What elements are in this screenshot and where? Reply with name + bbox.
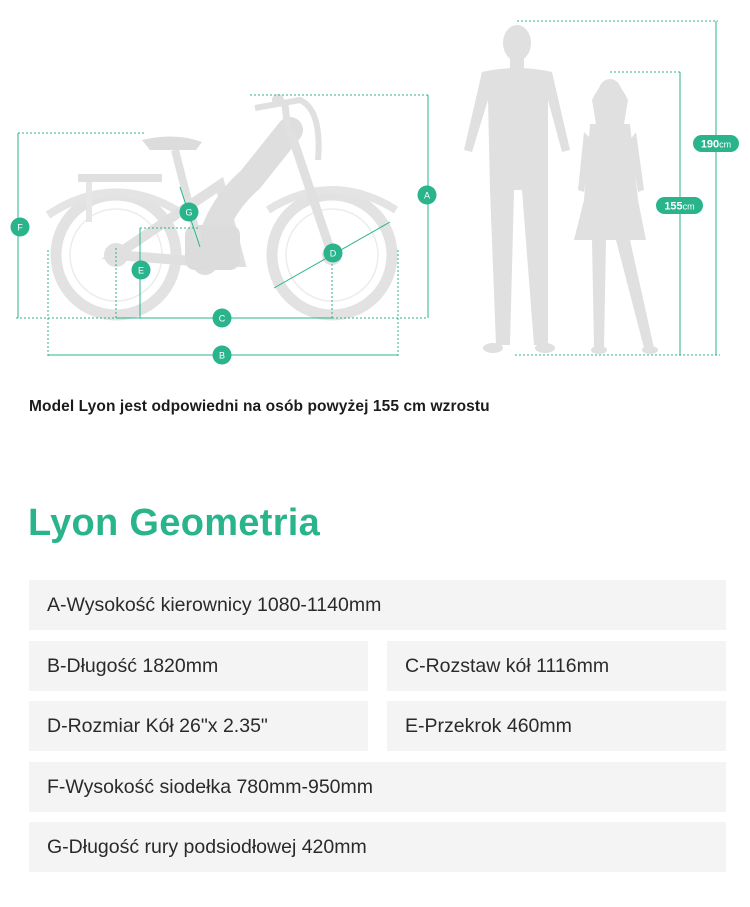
svg-text:B: B — [218, 350, 226, 361]
bike-geometry-figure — [0, 0, 750, 380]
man-silhouette — [464, 25, 570, 353]
marker-a — [418, 186, 437, 205]
svg-text:190cm: 190cm — [700, 138, 732, 151]
svg-text:A: A — [423, 190, 431, 201]
marker-g — [180, 203, 199, 222]
spec-saddle-height: F-Wysokość siodełka 780mm-950mm — [29, 762, 726, 812]
bicycle-silhouette — [48, 94, 396, 315]
svg-text:E: E — [137, 265, 145, 276]
spec-length: B-Długość 1820mm — [29, 641, 368, 691]
spec-wheelbase: C-Rozstaw kół 1116mm — [387, 641, 726, 691]
marker-f — [11, 218, 30, 237]
suitability-caption: Model Lyon jest odpowiedni na osób powyżej 155 cm wzrostu — [29, 398, 490, 415]
spec-inseam: E-Przekrok 460mm — [387, 701, 726, 751]
svg-text:F: F — [17, 222, 23, 233]
svg-text:D: D — [329, 248, 337, 259]
marker-c — [213, 309, 232, 328]
height-label-190 — [693, 135, 739, 152]
woman-silhouette — [574, 79, 658, 354]
height-label-155 — [656, 197, 703, 214]
spec-wheel-size: D-Rozmiar Kół 26"x 2.35" — [29, 701, 368, 751]
spec-handlebar-height: A-Wysokość kierownicy 1080-1140mm — [29, 580, 726, 630]
svg-text:G: G — [185, 207, 193, 218]
svg-text:C: C — [218, 313, 226, 324]
spec-seat-tube-length: G-Długość rury podsiodłowej 420mm — [29, 822, 726, 872]
marker-b — [213, 346, 232, 365]
svg-text:155cm: 155cm — [664, 200, 695, 213]
marker-e — [132, 261, 151, 280]
page-title: Lyon Geometria — [28, 502, 321, 544]
marker-d — [324, 244, 343, 263]
